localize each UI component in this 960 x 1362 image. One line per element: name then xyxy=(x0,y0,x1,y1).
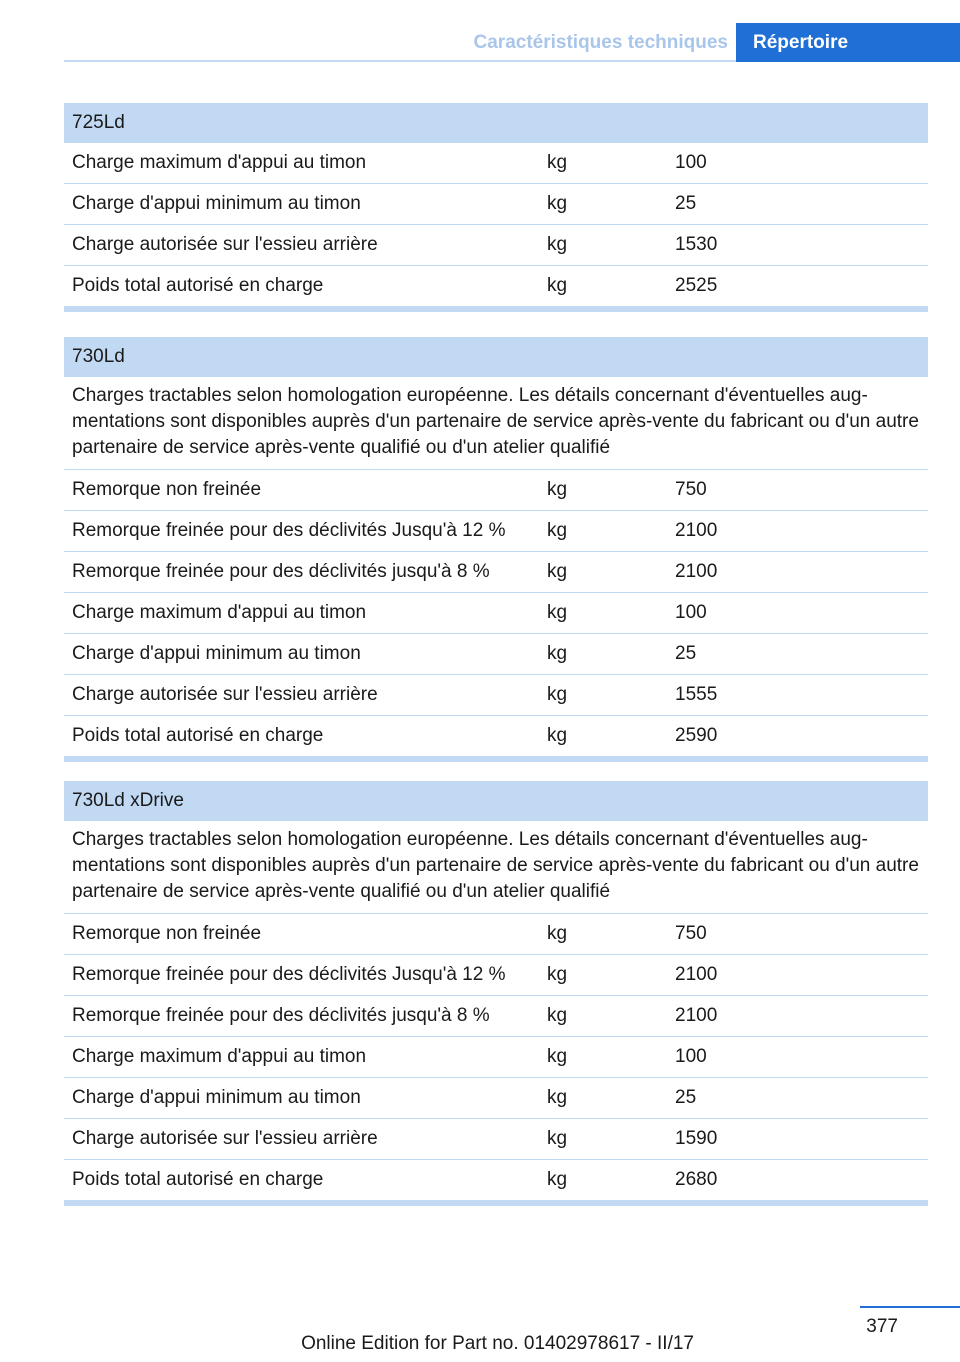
table-bottom-rule xyxy=(64,757,928,762)
header-tab-repertoire[interactable]: Répertoire xyxy=(736,23,960,62)
row-label: Charge autorisée sur l'essieu arrière xyxy=(72,684,378,705)
row-value: 2100 xyxy=(675,520,718,541)
row-value: 1555 xyxy=(675,684,718,705)
row-value: 2100 xyxy=(675,964,718,985)
row-value: 750 xyxy=(675,923,707,944)
row-unit: kg xyxy=(547,234,568,255)
row-label: Remorque non freinée xyxy=(72,479,262,500)
row-label: Poids total autorisé en charge xyxy=(72,725,324,746)
row-label: Charge d'appui minimum au timon xyxy=(72,643,361,664)
row-value: 2525 xyxy=(675,275,718,296)
table-row xyxy=(64,1119,928,1160)
row-value: 1590 xyxy=(675,1128,718,1149)
spec-table-730ld xyxy=(64,337,928,762)
header-section-title: Caractéristiques techniques xyxy=(473,32,728,53)
table-row xyxy=(64,996,928,1037)
table-note: Charges tractables selon homologation européenne. Les détails concernant d'éventuelles aug‐mentations sont disponibles auprès d'un partenaire de service après-vente du fabricant ou d'un autre partenaire de service après-vente qualifié ou d'un atelier qualifié xyxy=(64,821,928,914)
row-label: Charge d'appui minimum au timon xyxy=(72,1087,361,1108)
table-row xyxy=(64,470,928,511)
row-unit: kg xyxy=(547,1046,568,1067)
row-value: 2590 xyxy=(675,725,718,746)
row-unit: kg xyxy=(547,520,568,541)
page-number: 377 xyxy=(866,1316,898,1337)
row-unit: kg xyxy=(547,923,568,944)
row-unit: kg xyxy=(547,1169,568,1190)
row-label: Remorque freinée pour des déclivités Jusqu'à 12 % xyxy=(72,964,506,985)
table-row xyxy=(64,1078,928,1119)
row-label: Remorque freinée pour des déclivités Jusqu'à 12 % xyxy=(72,520,506,541)
table-row xyxy=(64,1037,928,1078)
row-value: 100 xyxy=(675,152,707,173)
row-value: 25 xyxy=(675,1087,697,1108)
row-label: Charge maximum d'appui au timon xyxy=(72,1046,367,1067)
table-note: Charges tractables selon homologation européenne. Les détails concernant d'éventuelles aug‐mentations sont disponibles auprès d'un partenaire de service après-vente du fabricant ou d'un autre partenaire de service après-vente qualifié ou d'un atelier qualifié xyxy=(64,377,928,470)
row-label: Charge maximum d'appui au timon xyxy=(72,602,367,623)
row-unit: kg xyxy=(547,1128,568,1149)
table-row xyxy=(64,143,928,184)
row-value: 2100 xyxy=(675,1005,718,1026)
row-value: 25 xyxy=(675,643,697,664)
table-row xyxy=(64,914,928,955)
row-unit: kg xyxy=(547,964,568,985)
row-label: Charge autorisée sur l'essieu arrière xyxy=(72,1128,378,1149)
table-title: 730Ld xyxy=(64,337,928,377)
table-row xyxy=(64,266,928,307)
row-value: 25 xyxy=(675,193,697,214)
row-label: Remorque freinée pour des déclivités jusqu'à 8 % xyxy=(72,561,490,582)
row-value: 750 xyxy=(675,479,707,500)
table-row xyxy=(64,593,928,634)
row-label: Charge autorisée sur l'essieu arrière xyxy=(72,234,378,255)
row-label: Poids total autorisé en charge xyxy=(72,1169,324,1190)
table-row xyxy=(64,552,928,593)
row-unit: kg xyxy=(547,193,568,214)
row-value: 2100 xyxy=(675,561,718,582)
table-row xyxy=(64,955,928,996)
table-title: 730Ld xDrive xyxy=(64,781,928,821)
table-row xyxy=(64,675,928,716)
table-title: 725Ld xyxy=(64,103,928,143)
table-row xyxy=(64,634,928,675)
row-unit: kg xyxy=(547,152,568,173)
footer-divider xyxy=(860,1306,960,1308)
row-unit: kg xyxy=(547,479,568,500)
table-row xyxy=(64,716,928,757)
table-bottom-rule xyxy=(64,307,928,312)
row-unit: kg xyxy=(547,684,568,705)
row-unit: kg xyxy=(547,643,568,664)
row-value: 100 xyxy=(675,1046,707,1067)
row-label: Remorque non freinée xyxy=(72,923,262,944)
edition-footer: Online Edition for Part no. 01402978617 - II/17 xyxy=(301,1333,694,1354)
row-unit: kg xyxy=(547,561,568,582)
row-unit: kg xyxy=(547,602,568,623)
spec-table-730ld-xdrive xyxy=(64,781,928,1206)
spec-table-725ld xyxy=(64,103,928,312)
row-value: 2680 xyxy=(675,1169,718,1190)
header-divider xyxy=(64,60,736,62)
row-value: 100 xyxy=(675,602,707,623)
row-value: 1530 xyxy=(675,234,718,255)
row-unit: kg xyxy=(547,1087,568,1108)
table-row xyxy=(64,1160,928,1201)
table-row xyxy=(64,511,928,552)
row-unit: kg xyxy=(547,1005,568,1026)
row-label: Charge maximum d'appui au timon xyxy=(72,152,367,173)
table-row xyxy=(64,184,928,225)
table-row xyxy=(64,225,928,266)
row-label: Remorque freinée pour des déclivités jusqu'à 8 % xyxy=(72,1005,490,1026)
row-unit: kg xyxy=(547,275,568,296)
row-unit: kg xyxy=(547,725,568,746)
row-label: Charge d'appui minimum au timon xyxy=(72,193,361,214)
row-label: Poids total autorisé en charge xyxy=(72,275,324,296)
table-bottom-rule xyxy=(64,1201,928,1206)
